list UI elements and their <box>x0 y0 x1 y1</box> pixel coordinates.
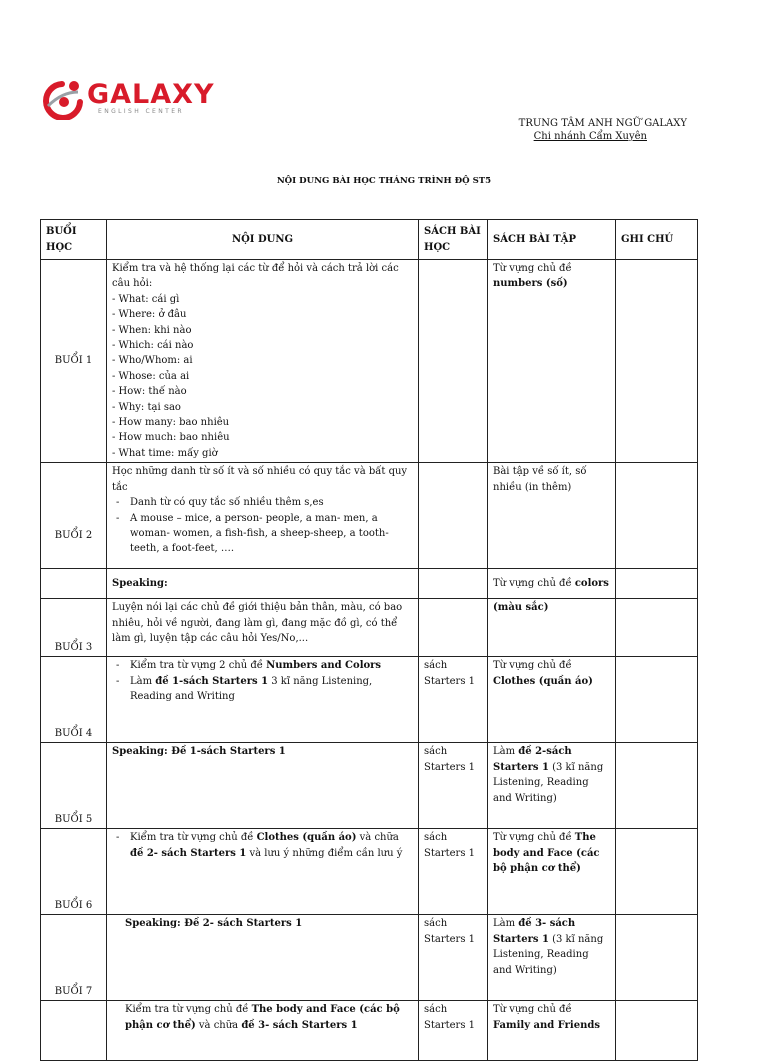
content-cell <box>107 657 419 743</box>
workbook-text: (3 kĩ năng Listening, Reading and Writing) <box>493 761 604 804</box>
workbook-text: Từ vựng chủ đề <box>493 263 572 274</box>
list-item <box>130 658 413 673</box>
textbook-cell <box>419 599 488 657</box>
notes-cell <box>616 1001 698 1061</box>
header-notes: GHI CHÚ <box>616 220 698 260</box>
lesson-table <box>40 219 698 1061</box>
workbook-topic: Clothes (quần áo) <box>493 675 593 687</box>
list-item <box>130 830 413 861</box>
header-workbook: SÁCH BÀI TẬP <box>488 220 616 260</box>
workbook-text: Làm <box>493 918 519 930</box>
table-row <box>41 260 698 463</box>
table-row <box>41 569 698 599</box>
speaking-label: Speaking: Đề 2- sách Starters 1 <box>125 918 303 930</box>
table-row <box>41 829 698 915</box>
notes-cell <box>616 829 698 915</box>
workbook-cell: Bài tập về số ít, số nhiều (in thêm) <box>488 463 616 569</box>
logo-text: GALAXY <box>87 79 215 110</box>
document-title: NỘI DUNG BÀI HỌC THÁNG TRÌNH ĐỘ ST5 <box>276 176 492 186</box>
workbook-topic: colors <box>574 578 609 590</box>
table-header-row <box>41 220 698 260</box>
table-row <box>41 915 698 1001</box>
list-item-topic: Numbers and Colors <box>266 660 382 672</box>
list-item: - A mouse – mice, a person- people, a man- men, a woman- women, a fish-fish, a sheep-sheep, a tooth-teeth, a foot-feet, …. <box>130 511 413 557</box>
notes-cell <box>616 463 698 569</box>
content-cell <box>107 1001 419 1061</box>
workbook-text: Từ vựng chủ đề <box>493 832 575 844</box>
content-line: - Who/Whom: ai <box>112 355 193 367</box>
list-item-topic: đề 2- sách Starters 1 <box>130 847 247 859</box>
workbook-text: Từ vựng chủ đề <box>493 1004 572 1016</box>
content-line: - Where: ở đâu <box>112 309 187 321</box>
workbook-cell <box>488 260 616 463</box>
workbook-topic: đề 2-sách Starters 1 <box>493 746 572 773</box>
content-line: - Which: cái nào <box>112 340 194 352</box>
notes-cell <box>616 569 698 599</box>
workbook-text: Làm <box>493 746 519 758</box>
content-line: - Why: tại sao <box>112 401 181 413</box>
list-item-topic: đề 1-sách Starters 1 <box>155 675 269 687</box>
workbook-topic: đề 3- sách Starters 1 <box>493 918 576 945</box>
list-item-text: Kiểm tra từ vựng 2 chủ đề <box>130 660 267 672</box>
header-content: NỘI DUNG <box>107 220 419 260</box>
session-label: BUỔI 3 <box>41 599 107 657</box>
logo-subtitle: ENGLISH CENTER <box>98 108 184 115</box>
header-session: BUỔI HỌC <box>41 220 107 260</box>
center-name: TRUNG TÂM ANH NGỮ GALAXY <box>518 118 687 129</box>
notes-cell <box>616 599 698 657</box>
textbook-cell: sách Starters 1 <box>419 1001 488 1061</box>
content-cell <box>107 829 419 915</box>
workbook-text: Từ vựng chủ đề <box>493 660 572 672</box>
content-line: Kiểm tra và hệ thống lại các từ để hỏi và cách trả lời các câu hỏi: <box>112 263 399 290</box>
content-line: - What: cái gì <box>112 293 180 305</box>
content-line: - What time: mấy giờ <box>112 447 218 459</box>
content-line: - When: khi nào <box>112 324 192 336</box>
content-line: - Whose: của ai <box>112 370 190 382</box>
header-textbook: SÁCH BÀI HỌC <box>419 220 488 260</box>
list-item: - Danh từ có quy tắc số nhiều thêm s,es <box>130 495 413 510</box>
textbook-cell: sách Starters 1 <box>419 829 488 915</box>
content-text: và chữa <box>195 1019 242 1031</box>
textbook-cell <box>419 260 488 463</box>
speaking-label: Speaking: <box>112 578 168 590</box>
workbook-cell <box>488 743 616 829</box>
session-label: BUỔI 6 <box>41 829 107 915</box>
session-label <box>41 1001 107 1061</box>
notes-cell <box>616 915 698 1001</box>
notes-cell <box>616 260 698 463</box>
list-item <box>130 674 413 705</box>
workbook-text: Từ vựng chủ đề <box>493 578 572 590</box>
workbook-cell <box>488 599 616 657</box>
workbook-cell <box>488 657 616 743</box>
workbook-topic: The body and Face (các bộ phận cơ thể) <box>493 832 600 875</box>
content-cell: Luyện nói lại các chủ đề giới thiệu bản thân, màu, có bao nhiêu, hỏi về người, đang làm gì, đang mặc đồ gì, có thể làm gì, luyện tập các câu hỏi Yes/No,... <box>107 599 419 657</box>
workbook-cell <box>488 829 616 915</box>
workbook-cell <box>488 915 616 1001</box>
list-item-text: 3 kĩ năng Listening, Reading and Writing <box>130 675 373 703</box>
table-row <box>41 657 698 743</box>
notes-cell <box>616 657 698 743</box>
session-label <box>41 569 107 599</box>
workbook-topic: numbers (số) <box>493 278 568 290</box>
content-cell <box>107 463 419 569</box>
content-line: - How: thế nào <box>112 386 187 398</box>
notes-cell <box>616 743 698 829</box>
branch-name: Chi nhánh Cẩm Xuyên <box>533 131 647 142</box>
content-line: - How many: bao nhiêu <box>112 417 230 429</box>
workbook-topic: Family and Friends <box>493 1019 600 1031</box>
content-topic: đề 3- sách Starters 1 <box>241 1019 358 1031</box>
content-text: Kiểm tra từ vựng chủ đề <box>125 1004 252 1016</box>
content-list <box>112 495 413 557</box>
table-row <box>41 743 698 829</box>
session-label: BUỔI 5 <box>41 743 107 829</box>
table-row <box>41 1001 698 1061</box>
list-item-text: và chữa <box>356 832 399 844</box>
content-list <box>112 830 413 861</box>
content-cell <box>107 743 419 829</box>
textbook-cell <box>419 569 488 599</box>
session-label: BUỔI 2 <box>41 463 107 569</box>
textbook-cell: sách Starters 1 <box>419 915 488 1001</box>
content-line: - How much: bao nhiêu <box>112 432 230 444</box>
speaking-label: Speaking: Đề 1-sách Starters 1 <box>112 746 286 758</box>
content-list <box>112 658 413 704</box>
textbook-cell <box>419 463 488 569</box>
content-cell <box>107 260 419 463</box>
list-item-text: Làm <box>130 675 156 687</box>
workbook-topic: (màu sắc) <box>493 602 549 614</box>
textbook-cell: sách Starters 1 <box>419 657 488 743</box>
workbook-cell <box>488 1001 616 1061</box>
textbook-cell: sách Starters 1 <box>419 743 488 829</box>
content-cell <box>107 915 419 1001</box>
content-topic: The body and Face (các bộ phận cơ thể) <box>125 1004 400 1031</box>
list-item-topic: Clothes (quần áo) <box>256 832 357 844</box>
workbook-text: (3 kĩ năng Listening, Reading and Writing) <box>493 933 604 976</box>
list-item-text: và lưu ý những điểm cần lưu ý <box>246 847 403 859</box>
session-label: BUỔI 4 <box>41 657 107 743</box>
table-row <box>41 599 698 657</box>
table-row <box>41 463 698 569</box>
session-label: BUỔI 7 <box>41 915 107 1001</box>
workbook-cell <box>488 569 616 599</box>
list-item-text: Kiểm tra từ vựng chủ đề <box>130 832 257 844</box>
content-intro: Học những danh từ số ít và số nhiều có quy tắc và bất quy tắc <box>112 466 408 493</box>
session-label: BUỔI 1 <box>41 260 107 463</box>
content-cell <box>107 569 419 599</box>
